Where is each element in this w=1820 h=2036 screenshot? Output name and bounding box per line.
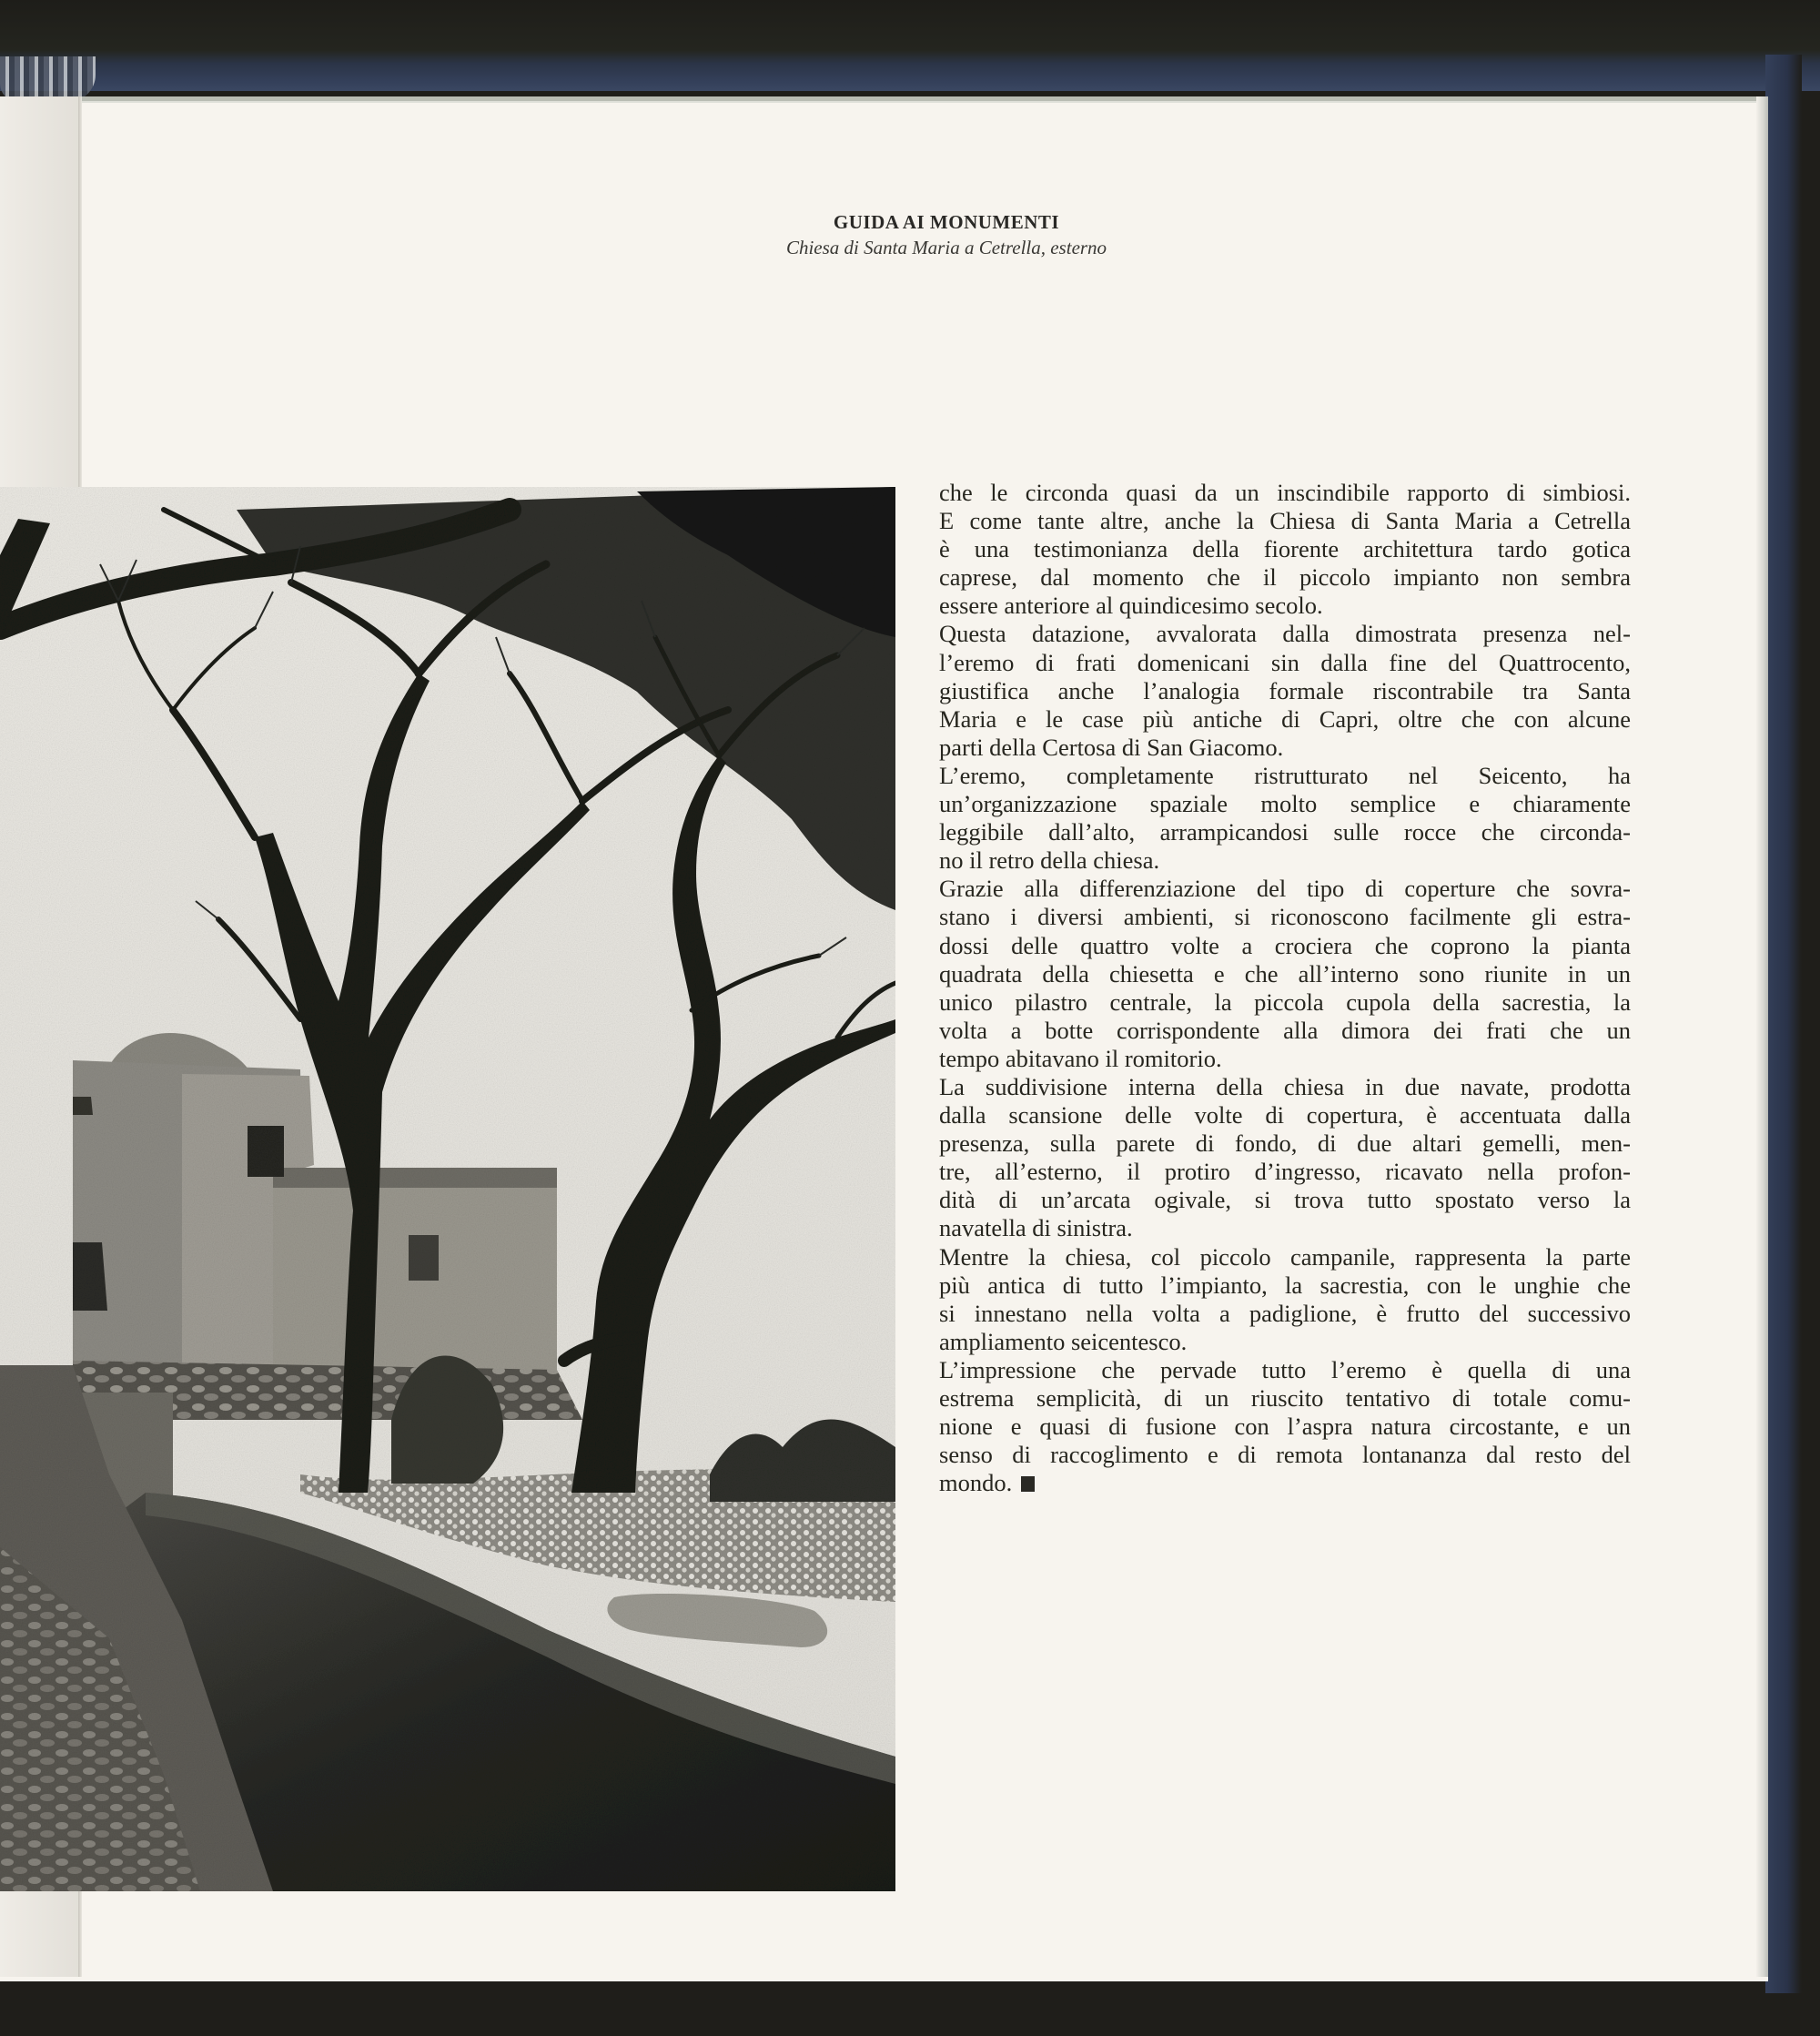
text-line: L’eremo, completamente ristrutturato nel Seicento, ha [939, 761, 1631, 789]
text-line: Questa datazione, avvalorata dalla dimostrata presenza nel- [939, 620, 1631, 648]
text-line: dità di un’arcata ogivale, si trova tutto spostato verso la [939, 1186, 1631, 1214]
text-line: dalla scansione delle volte di copertura, è accentuata dalla [939, 1101, 1631, 1129]
photo-caption: Chiesa di Santa Maria a Cetrella, esterno [785, 237, 1107, 258]
text-line: presenza, sulla parete di fondo, di due altari gemelli, men- [939, 1129, 1631, 1158]
text-line: volta a botte corrispondente alla dimora dei frati che un [939, 1016, 1631, 1044]
text-line: quadrata della chiesetta e che all’interno sono riunite in un [939, 959, 1631, 988]
text-line-final [939, 1469, 1631, 1497]
book-cover-edge [1765, 55, 1802, 1993]
church-photograph [0, 487, 895, 1891]
text-line: no il retro della chiesa. [939, 846, 1160, 875]
book-cover-top [0, 0, 1820, 91]
text-line: E come tante altre, anche la Chiesa di Santa Maria a Cetrella [939, 507, 1631, 535]
text-line: parti della Certosa di San Giacomo. [939, 733, 1284, 761]
text-line: caprese, dal momento che il piccolo impianto non sembra [939, 563, 1631, 592]
text-line: essere anteriore al quindicesimo secolo. [939, 592, 1323, 620]
text-line: ampliamento seicentesco. [939, 1327, 1188, 1355]
text-line: tempo abitavano il romitorio. [939, 1044, 1222, 1072]
text-line: Mentre la chiesa, col piccolo campanile, rappresenta la parte [939, 1242, 1631, 1271]
text-line: è una testimonianza della fiorente architettura tardo gotica [939, 535, 1631, 563]
text-line: giustifica anche l’analogia formale riscontrabile tra Santa [939, 676, 1631, 704]
text-line: che le circonda quasi da un inscindibile rapporto di simbiosi. [939, 479, 1631, 506]
photo-illustration [0, 487, 895, 1891]
page-edge [1756, 96, 1768, 1977]
text-line: l’eremo di frati domenicani sin dalla fine del Quattrocento, [939, 648, 1631, 676]
end-of-article-square-icon [1021, 1476, 1035, 1492]
text-line: navatella di sinistra. [939, 1214, 1133, 1242]
text-line: estrema semplicità, di un riuscito tentativo di totale comu- [939, 1384, 1631, 1412]
page-header [637, 209, 1256, 260]
text-line: unico pilastro centrale, la piccola cupola della sacrestia, la [939, 988, 1631, 1016]
text-line: L’impressione che pervade tutto l’eremo è quella di una [939, 1355, 1631, 1383]
section-title: GUIDA AI MONUMENTI [833, 211, 1060, 233]
text-line: più antica di tutto l’impianto, la sacrestia, con le unghie che [939, 1271, 1631, 1299]
text-line: stano i diversi ambienti, si riconoscono facilmente gli estra- [939, 903, 1631, 931]
text-line: dossi delle quattro volte a crociera che coprono la pianta [939, 931, 1631, 959]
text-line: Maria e le case più antiche di Capri, oltre che con alcune [939, 704, 1631, 733]
text-line: tre, all’esterno, il protiro d’ingresso, ricavato nella profon- [939, 1158, 1631, 1186]
binding-spiral [0, 56, 96, 102]
text-line: mondo. [939, 1469, 1013, 1497]
text-line: La suddivisione interna della chiesa in due navate, prodotta [939, 1072, 1631, 1100]
text-line: Grazie alla differenziazione del tipo di coperture che sovra- [939, 875, 1631, 903]
text-line: un’organizzazione spaziale molto semplice e chiaramente [939, 790, 1631, 818]
text-line: nione e quasi di fusione con l’aspra natura circostante, e un [939, 1413, 1631, 1441]
text-line: si innestano nella volta a padiglione, è frutto del successivo [939, 1299, 1631, 1327]
text-line: leggibile dall’alto, arrampicandosi sulle rocce che circonda- [939, 818, 1631, 846]
article-body [939, 479, 1631, 1497]
text-line: senso di raccoglimento e di remota lontananza dal resto del [939, 1441, 1631, 1469]
